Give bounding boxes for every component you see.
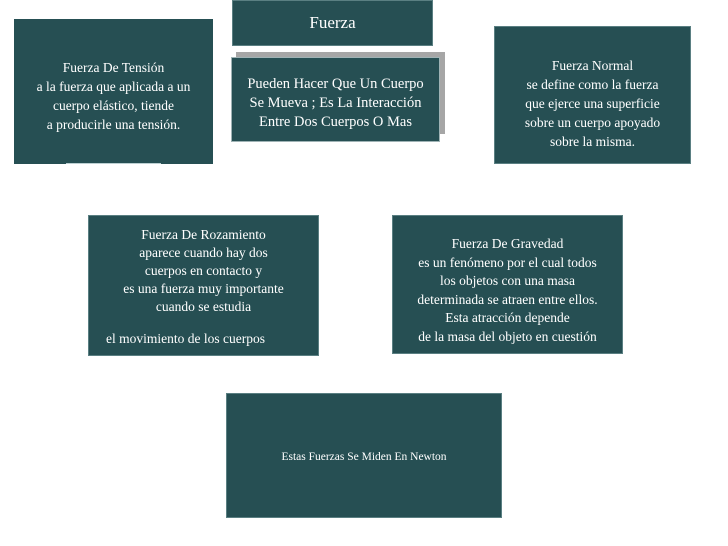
tension-box-divider — [66, 163, 161, 164]
gravity-force-text: los objetos con una masa — [440, 273, 575, 288]
gravity-force-title: Fuerza De Gravedad — [451, 236, 564, 251]
tension-force-text: cuerpo elástico, tiende — [52, 98, 175, 113]
friction-force-text: aparece cuando hay dos — [139, 245, 268, 260]
units-text: Estas Fuerzas Se Miden En Newton — [281, 451, 447, 463]
definition-box — [231, 57, 440, 142]
gravity-force-text: Esta atracción depende — [445, 310, 570, 325]
tension-force-box — [14, 19, 213, 164]
title-box — [232, 0, 433, 46]
definition-line: Pueden Hacer Que Un Cuerpo — [247, 76, 424, 92]
normal-force-text: se define como la fuerza — [526, 77, 659, 92]
normal-force-text: sobre un cuerpo apoyado — [524, 115, 661, 130]
units-box — [226, 393, 502, 518]
normal-force-text: sobre la misma. — [549, 134, 636, 149]
friction-force-text: es una fuerza muy importante — [123, 281, 284, 296]
tension-force-text: a producirle una tensión. — [46, 117, 181, 132]
normal-force-title: Fuerza Normal — [551, 58, 634, 73]
friction-force-text: el movimiento de los cuerpos — [106, 331, 265, 346]
gravity-force-text: determinada se atraen entre ellos. — [417, 291, 598, 307]
gravity-force-text: de la masa del objeto en cuestión — [418, 328, 597, 344]
gravity-force-box — [392, 215, 623, 354]
friction-force-text: cuerpos en contacto y — [144, 263, 263, 278]
definition-line: Entre Dos Cuerpos O Mas — [258, 114, 413, 130]
friction-force-box — [88, 215, 319, 356]
diagram-title: Fuerza — [309, 13, 356, 32]
tension-force-text: a la fuerza que aplicada a un — [36, 79, 191, 94]
normal-force-box — [494, 26, 691, 164]
gravity-force-text: es un fenómeno por el cual todos — [418, 254, 597, 270]
friction-spacer — [89, 316, 318, 330]
friction-force-text: cuando se estudia — [155, 299, 252, 314]
tension-force-title: Fuerza De Tensión — [62, 60, 165, 75]
definition-line: Se Mueva ; Es La Interacción — [249, 95, 422, 111]
friction-force-title: Fuerza De Rozamiento — [141, 227, 266, 242]
normal-force-text: que ejerce una superficie — [525, 96, 660, 111]
